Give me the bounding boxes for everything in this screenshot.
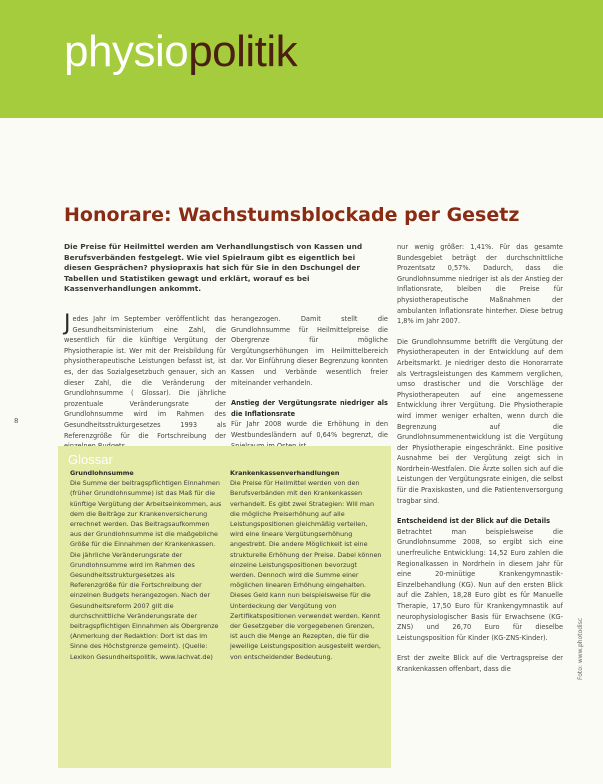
column-3-paragraph-2: Die Grundlohnsumme betrifft die Vergütung der Physiotherapeuten in der Entwicklung auf dem Arbeitsmarkt. Je niedriger desto die Honorarrate als Vertragsleistungen des Kammern verglichen, umso drastischer und die Vorschläge der Physiotherapeuten auf eine angemessene Entwicklung ihrer Vergütung. Die Physiotherapie wird immer weniger erhalten, wenn durch die Begrenzung auf die Grundlohnsummenentwicklung ist die Vergütung der Physiotherapie eingeschränkt. Eine positive Ausnahme bei der Vergütung zeigt sich in Nordrhein-Westfalen. Die Ärzte sollen sich auf die Leistungen der Vergütungsrate einigen, die selbst für die Praxiskosten, und die Patientenversorgung tragbar sind. (397, 337, 563, 505)
column-2-section (231, 398, 388, 451)
column-3-subheading: Entscheidend ist der Blick auf die Details (397, 517, 551, 526)
column-3-paragraph-1: nur wenig größer: 1,41%. Für das gesamte Bundesgebiet beträgt der durchschnittliche Prozentsatz 0,57%. Dadurch, dass die Grundlohnsumme niedriger ist als der Anstieg der Inflationsrate, bleiben die Preise für physiotherapeutische Maßnahmen der ambulanten Inflationsrate hinterher. Diese betrug 1,8% im Jahr 2007. (397, 243, 563, 326)
glossary-entry-text: Die Preise für Heilmittel werden von den Berufsverbänden mit den Krankenkassen verhandelt. Es gibt zwei Strategien: Will man die mögliche Preiserhöhung auf alle Leistungspositionen gleichmäßig verteilen, wird eine lineare Vergütungserhöhung angestrebt. Die andere Möglichkeit ist eine strukturelle Erhöhung der Preise. Dabei können einzelne Leistungspositionen bevorzugt werden. Dennoch wird die Summe einer möglichen linearen Erhöhung eingehalten. Dieses Geld kann nun beispielsweise für die Unterdeckung der Vergütung von Zertifikatspositionen verwendet werden. Kennt der Gesetzgeber die vorgegebenen Grenzen, ist auch die Menge an Rezepten, die für die jeweilige Leistungsposition ausgestellt werden, von entscheidender Bedeutung. (230, 479, 382, 661)
glossary-box (58, 446, 391, 768)
logo-part-physio: physio (64, 27, 189, 76)
glossary-title: Glossar (68, 452, 113, 467)
glossary-entry-text: Die Summe der beitragspflichtigen Einnahmen (früher Grundlohnsumme) ist das Maß für die künftige Vergütung der Arbeitseinkommen, aus dem die Beiträge zur Krankenversicherung errechnet werden. Das Beitragsaufkommen aus der Grundlohnsumme ist die maßgebliche Größe für die Einnahmen der Krankenkassen. Die jährliche Veränderungsrate der Grundlohnsumme wird im Rahmen des Gesundheitsstrukturgesetzes als Referenzgröße für die Fortschreibung der einzelnen Budgets herangezogen. Nach der Gesundheitsreform 2007 gilt die durchschnittliche Veränderungsrate der beitragspflichtigen Einnahmen als Obergrenze (Anmerkung der Redaktion: Dort ist das im Sinne des Höchstgrenze gemeint). (Quelle: Lexikon Gesundheitspolitik, www.lachvat.de) (70, 479, 222, 661)
page-number: 8 (14, 417, 19, 425)
glossary-entry-krankenkassenverhandlungen (230, 468, 382, 662)
glossary-entry-title: Grundlohnsumme (70, 469, 134, 477)
column-3-paragraph-4: Erst der zweite Blick auf die Vertragspreise der Krankenkassen offenbart, dass die (397, 654, 563, 673)
column-2-paragraph-1: herangezogen. Damit stellt die Grundlohnsumme für Heilmittelpreise die Obergrenze für mögliche Vergütungserhöhungen im Heilmittelbereich dar. Vor Einführung dieser Begrenzung konnten Kassen und Verbände wesentlich freier miteinander verhandeln. (231, 315, 388, 387)
article-column-1 (64, 311, 226, 462)
column-1-text: edes Jahr im September veröffentlicht das Gesundheitsministerium eine Zahl, die wesentlich für die künftige Vergütung der Physiotherapie ist. Wer mit der Preisbildung für physiotherapeutische Leistungen befasst ist, ist es, der das Sozialgesetzbuch genauer, sich an dieser Zahl, die die Veränderung der Grundlohnsumme ( Glossar). Die jährliche prozentuale Veränderungsrate der Grundlohnsumme wird im Rahmen des Gesundheitsstrukturgesetzes 1993 als Referenzgröße für die Fortschreibung der (64, 315, 226, 440)
column-2-paragraph-2: Für Jahr 2008 wurde die Erhöhung in den Westbundesländern auf 0,64% begrenzt, die (231, 420, 388, 439)
article-lead: Die Preise für Heilmittel werden am Verhandlungstisch von Kassen und Berufsverbänden festgelegt. Wie viel Spielraum gibt es eigentlich bei diesen Gesprächen? physiopraxis hat sich für Sie in den Dschungel der Tabellen und Statistiken gewagt und erklärt, worauf es bei Kassenverhandlungen ankommt. (64, 242, 363, 294)
glossary-entry-title: Krankenkassenverhandlungen (230, 469, 340, 477)
magazine-section-logo (64, 27, 298, 76)
article-column-2 (231, 314, 388, 461)
column-3-section (397, 516, 563, 643)
logo-part-politik: politik (188, 27, 298, 76)
column-3-paragraph-3: Betrachtet man beispielsweise die Grundlohnsumme 2008, so ergibt sich eine unerfreuliche Entwicklung: 14,52 Euro zahlen die Regionalkassen in Nordrhein in diesem Jahr für eine 20-minütige Krankengymnastik-Einzelbehandlung (KG). Nun auf den ersten Blick auf die Zahlen, 18,28 Euro gibt es für Manuelle Therapie, 17,50 Euro für Krankengymnastik auf neurophysiologischer Basis für Erwachsene (KG-ZNS) und 26,70 Euro für dieselbe Leistungsposition für Kinder (KG-ZNS-Kinder). (397, 527, 563, 642)
article-headline: Honorare: Wachstumsblockade per Gesetz (64, 204, 520, 226)
column-2-subheading: Anstieg der Vergütungsrate niedriger als die Inflationsrate (231, 399, 388, 418)
glossary-entry-grundlohnsumme (70, 468, 222, 662)
column-1-paragraph (64, 311, 226, 452)
photo-credit: Foto: www.photodisc (577, 617, 584, 680)
article-column-3 (397, 242, 563, 685)
drop-cap: J (64, 311, 71, 336)
